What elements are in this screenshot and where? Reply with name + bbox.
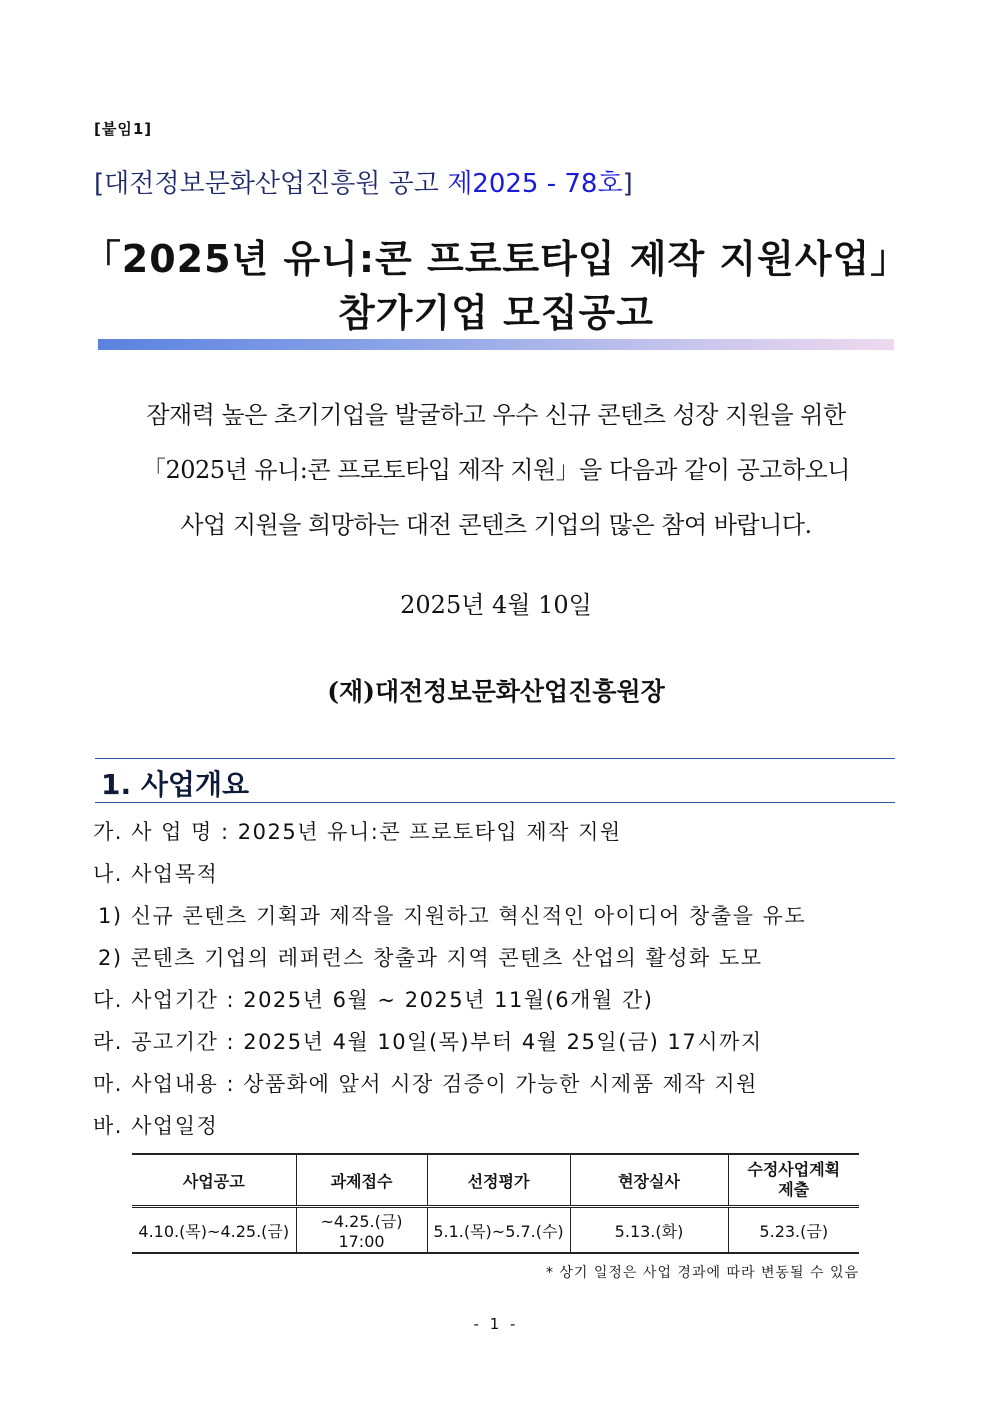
section-title: 1. 사업개요 — [101, 768, 250, 801]
overview-item: 마. 사업내용 : 상품화에 앞서 시장 검증이 가능한 시제품 제작 지원 — [93, 1072, 758, 1096]
table-header-cell: 과제접수 — [296, 1154, 427, 1207]
overview-subitem: 2) 콘텐츠 기업의 레퍼런스 창출과 지역 콘텐츠 산업의 활성화 도모 — [98, 946, 763, 970]
table-header-row — [132, 1154, 859, 1207]
table-cell: 5.23.(금) — [728, 1207, 859, 1254]
notice-number — [94, 163, 633, 200]
notice-prefix: [대전정보문화산업진흥원 공고 — [94, 169, 448, 199]
organization-name: (재)대전정보문화산업진흥원장 — [327, 677, 665, 706]
table-cell: 4.10.(목)~4.25.(금) — [132, 1207, 296, 1254]
intro-line-3: 사업 지원을 희망하는 대전 콘텐츠 기업의 많은 참여 바랍니다. — [180, 511, 812, 539]
section-bottom-rule — [95, 802, 895, 803]
section-top-rule — [95, 758, 895, 759]
table-cell: 5.1.(목)~5.7.(수) — [427, 1207, 570, 1254]
attachment-label: [붙임1] — [94, 120, 153, 138]
table-header-cell: 선정평가 — [427, 1154, 570, 1207]
schedule-footnote: * 상기 일정은 사업 경과에 따라 변동될 수 있음 — [545, 1265, 859, 1281]
table-header-cell: 현장실사 — [570, 1154, 728, 1207]
notice-number-value: 제2025 - 78호 — [447, 169, 623, 199]
notice-suffix: ] — [622, 169, 633, 199]
intro-line-2: 「2025년 유니:콘 프로토타입 제작 지원」을 다음과 같이 공고하오니 — [142, 456, 850, 484]
overview-item: 라. 공고기간 : 2025년 4월 10일(목)부터 4월 25일(금) 17시까지 — [93, 1030, 763, 1054]
table-cell: 5.13.(화) — [570, 1207, 728, 1254]
schedule-table — [132, 1153, 859, 1254]
page-number: - 1 - — [473, 1315, 519, 1333]
title-divider — [98, 339, 894, 350]
notice-date: 2025년 4월 10일 — [400, 591, 592, 619]
overview-item: 나. 사업목적 — [93, 862, 219, 886]
table-header-cell: 사업공고 — [132, 1154, 296, 1207]
table-row — [132, 1207, 859, 1254]
page-title-line2: 참가기업 모집공고 — [338, 291, 654, 335]
table-cell: ~4.25.(금) 17:00 — [296, 1207, 427, 1254]
overview-item: 가. 사 업 명 : 2025년 유니:콘 프로토타입 제작 지원 — [93, 820, 622, 844]
page-title-line1: 「2025년 유니:콘 프로토타입 제작 지원사업」 — [82, 237, 910, 281]
table-header-cell: 수정사업계획 제출 — [728, 1154, 859, 1207]
overview-subitem: 1) 신규 콘텐츠 기획과 제작을 지원하고 혁신적인 아이디어 창출을 유도 — [98, 904, 807, 928]
overview-item: 다. 사업기간 : 2025년 6월 ~ 2025년 11월(6개월 간) — [93, 988, 654, 1012]
overview-item: 바. 사업일정 — [93, 1114, 219, 1138]
intro-line-1: 잠재력 높은 초기기업을 발굴하고 우수 신규 콘텐츠 성장 지원을 위한 — [146, 401, 846, 429]
